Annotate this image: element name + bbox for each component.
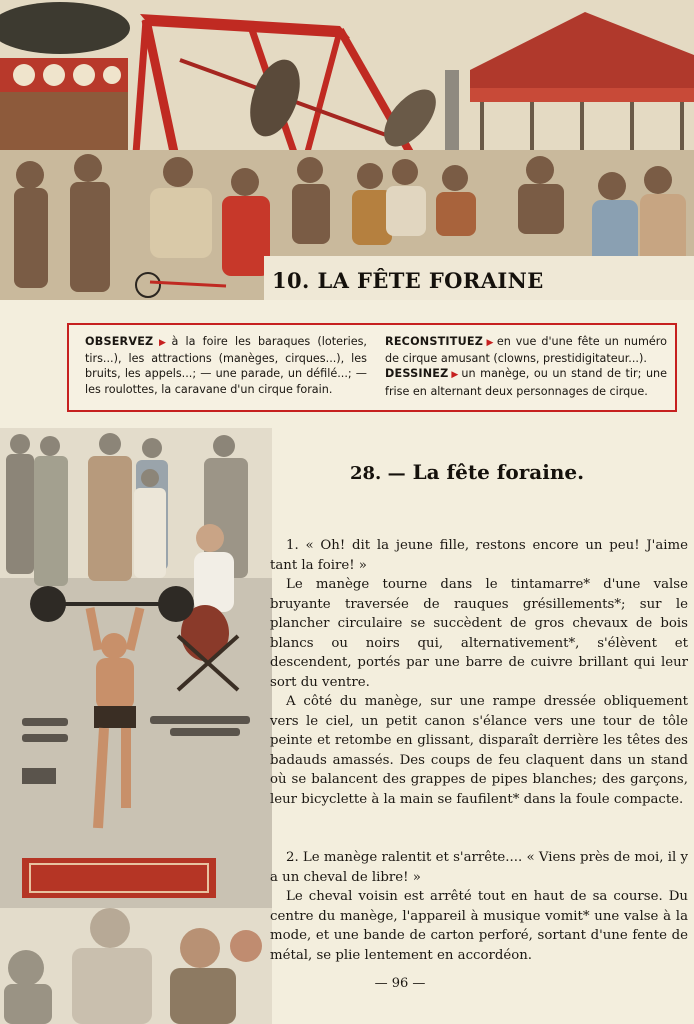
reconstitute-keyword: RECONSTITUEZ (385, 335, 484, 348)
reconstitute-text: en vue d'une fête un numéro de cirque amusant (clowns, prestidigitateur...). (385, 335, 667, 366)
lesson-number: 28. — (350, 463, 406, 484)
paragraph: Le manège tourne dans le tintamarre* d'une valse bruyante traversée de rauques grésillements*; sur le plancher circulaire se succèdent de gros chevaux de bois blancs ou noirs qui, alternativement*, s'élèvent et descendent, portés par une barre de cuivre brillant qui leur sort du ventre. (270, 577, 688, 690)
page-number: — 96 — (374, 976, 426, 991)
paragraph: A côté du manège, sur une rampe dressée obliquement vers le ciel, un petit canon s'élance vers une tour de tôle peinte et retombe en glissant, disparaît derrière les têtes des badauds amassés. Des coups de feu claquent dans un stand où se balancent des grappes de pipes blanches; des garçons, leur bicyclette à la main se faufilent* dans la foule compacte. (270, 694, 688, 807)
strongman-drawing (0, 428, 272, 1024)
text-section-2 (270, 848, 688, 965)
fairground-illustration (0, 0, 694, 300)
observe-keyword: OBSERVEZ (85, 335, 154, 348)
instructions-right-column (385, 334, 667, 399)
paragraph: 1. « Oh! dit la jeune fille, restons encore un peu! J'aime tant la foire! » (270, 538, 688, 573)
instructions-box (67, 323, 677, 412)
arrow-right-icon: ▶ (450, 370, 460, 381)
strongman-illustration (0, 428, 272, 1024)
text-section-1 (270, 536, 688, 809)
lesson-title-text: La fête foraine. (412, 460, 585, 484)
chapter-title: 10. LA FÊTE FORAINE (272, 268, 544, 293)
draw-text: un manège, ou un stand de tir; une frise en alternant deux personnages de cirque. (385, 367, 668, 398)
arrow-right-icon: ▶ (485, 338, 495, 348)
observe-text: à la foire les baraques (loteries, tirs...), les attractions (manèges, cirques...), les bruits, les appels...; — une parade, un défilé...; — les roulottes, la caravane d'un cirque forain. (85, 335, 367, 396)
paragraph: 2. Le manège ralentit et s'arrête.... « Viens près de moi, il y a un cheval de libre! » (270, 850, 688, 885)
arrow-right-icon: ▶ (155, 338, 170, 348)
draw-keyword: DESSINEZ (385, 367, 449, 381)
instructions-left-column (85, 334, 367, 397)
paragraph: Le cheval voisin est arrêté tout en haut de sa course. Du centre du manège, l'appareil à musique vomit* une valse à la mode, et une bande de carton perforé, sortant d'une fente de métal, se plie lentement en accordéon. (270, 889, 688, 963)
lesson-title (350, 460, 650, 490)
fairground-drawing (0, 0, 694, 300)
